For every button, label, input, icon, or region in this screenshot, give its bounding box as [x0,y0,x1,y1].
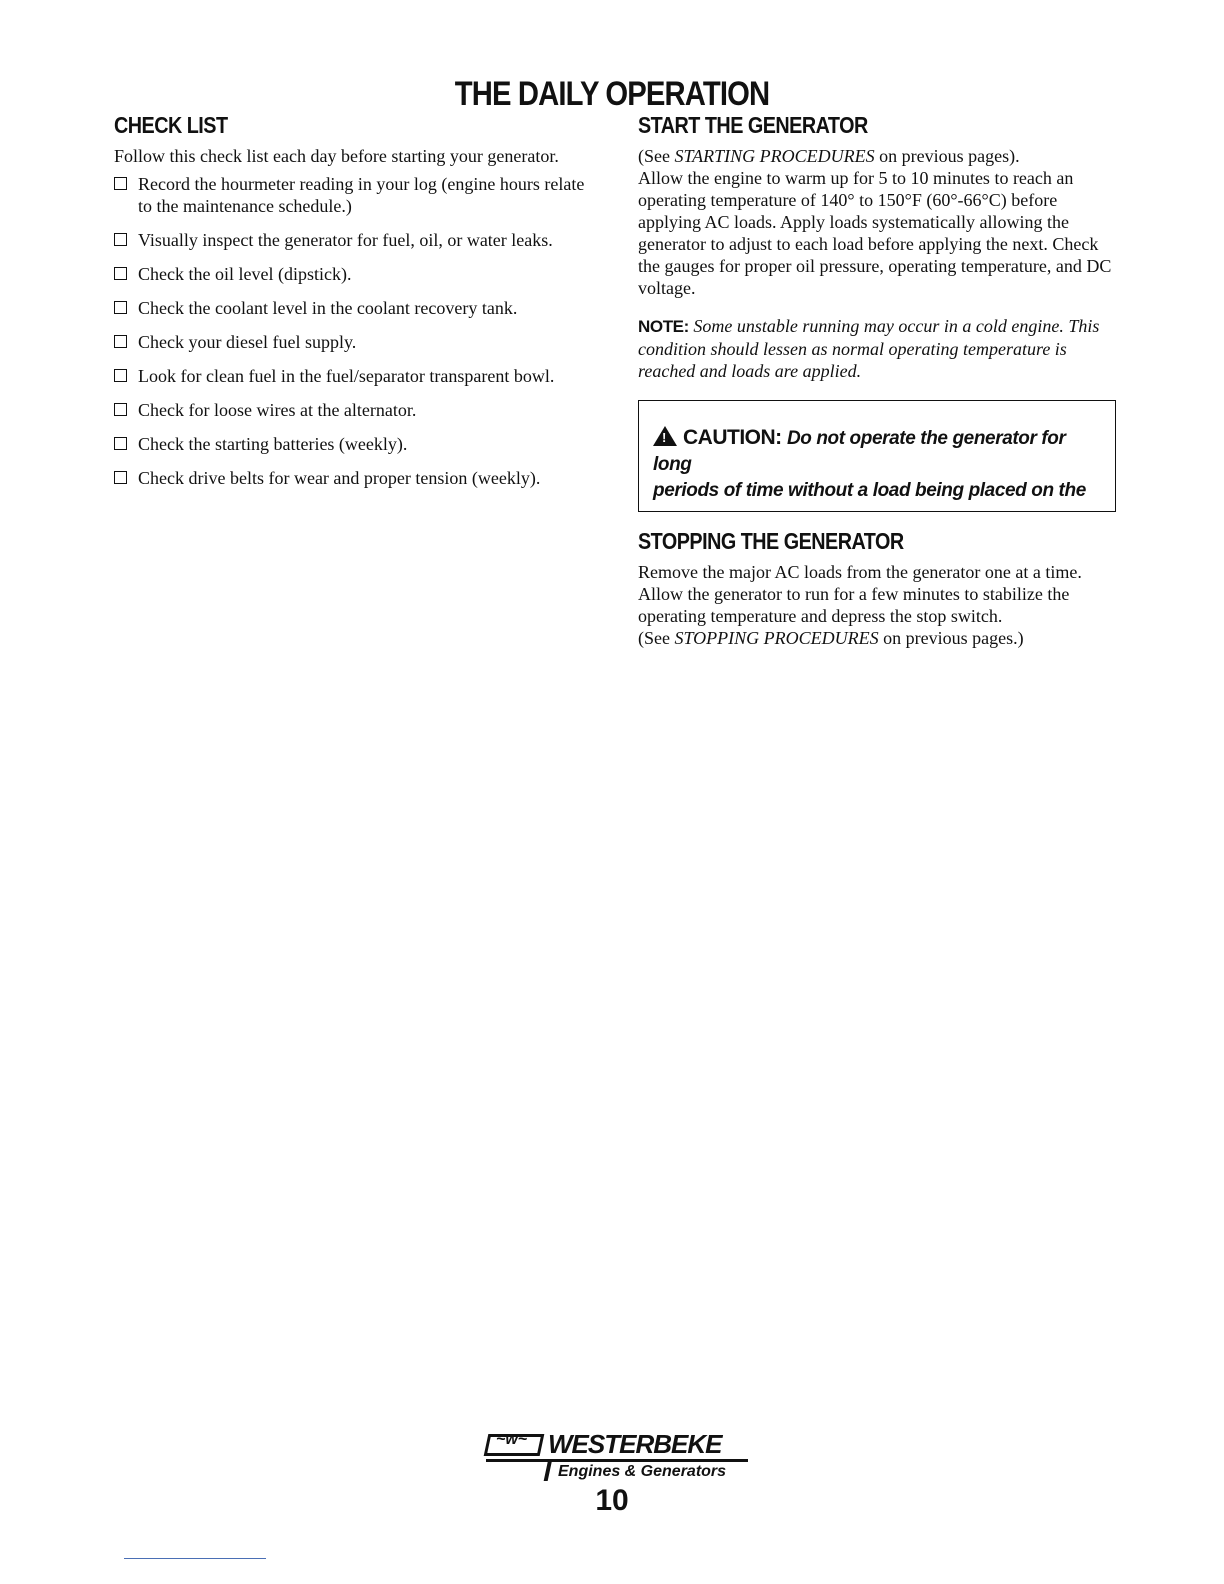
westerbeke-logo: ~w~ WESTERBEKE Engines & Generators [486,1428,750,1484]
note-text: Some unstable running may occur in a cold engine. This condition should lessen as normal operating temperature is reached and loads are applied. [638,316,1100,381]
logo-brand: WESTERBEKE [548,1429,722,1459]
check-list-heading: CHECK LIST [114,112,228,138]
caution-text-line2: periods of time without a load being placed on the [653,480,1086,501]
caution-text-line1: Do not operate the generator for long [653,428,1066,475]
checkbox-icon [114,403,127,416]
stopping-heading: STOPPING THE GENERATOR [638,528,904,554]
check-list-item: Check your diesel fuel supply. [114,331,594,353]
checkbox-icon [114,177,127,190]
checkbox-icon [114,369,127,382]
checkbox-icon [114,471,127,484]
check-list-item: Look for clean fuel in the fuel/separator transparent bowl. [114,365,594,387]
page-title: THE DAILY OPERATION [454,74,770,113]
start-heading: START THE GENERATOR [638,112,868,138]
check-list-item: Check the oil level (dipstick). [114,263,594,285]
checkbox-icon [114,437,127,450]
checkbox-icon [114,301,127,314]
page-number: 10 [595,1484,629,1517]
note [638,315,1116,382]
footer [0,1428,1224,1528]
stopping-procedures-ref: STOPPING PROCEDURES [674,628,879,648]
note-label: NOTE: [638,317,689,336]
check-list-section [114,112,594,501]
check-list-item: Check the starting batteries (weekly). [114,433,594,455]
caution-label: CAUTION: [683,426,782,449]
check-list-item: Record the hourmeter reading in your log (engine hours relate to the maintenance schedule.) [114,173,594,217]
stopping-body: Remove the major AC loads from the generator one at a time. Allow the generator to run for a few minutes to stabilize the operating temperature and depress the stop switch. (See STOPPING PROCEDURES on previous pages.) [638,562,1082,648]
start-section [638,112,1116,649]
check-list-item: Check the coolant level in the coolant recovery tank. [114,297,594,319]
starting-procedures-ref: STARTING PROCEDURES [674,146,875,166]
check-list-item: Check for loose wires at the alternator. [114,399,594,421]
start-see-reference: (See STARTING PROCEDURES on previous pages). [638,146,1020,166]
checkbox-icon [114,267,127,280]
start-body: Allow the engine to warm up for 5 to 10 minutes to reach an operating temperature of 140° to 150°F (60°-66°C) before applying AC loads. Apply loads systematically allowing the generator to adjust to each load before applying the next. Check the gauges for proper oil pressure, operating temperature, and DC voltage. [638,168,1112,298]
divider [124,1558,266,1559]
logo-tagline: Engines & Generators [558,1463,727,1480]
caution-box [638,400,1116,512]
check-list-intro: Follow this check list each day before starting your generator. [114,146,559,166]
check-list-item: Visually inspect the generator for fuel, oil, or water leaks. [114,229,594,251]
checkbox-icon [114,233,127,246]
check-list [114,173,594,489]
checkbox-icon [114,335,127,348]
check-list-item: Check drive belts for wear and proper tension (weekly). [114,467,594,489]
stopping-section [638,528,1116,649]
warning-icon [653,426,677,446]
